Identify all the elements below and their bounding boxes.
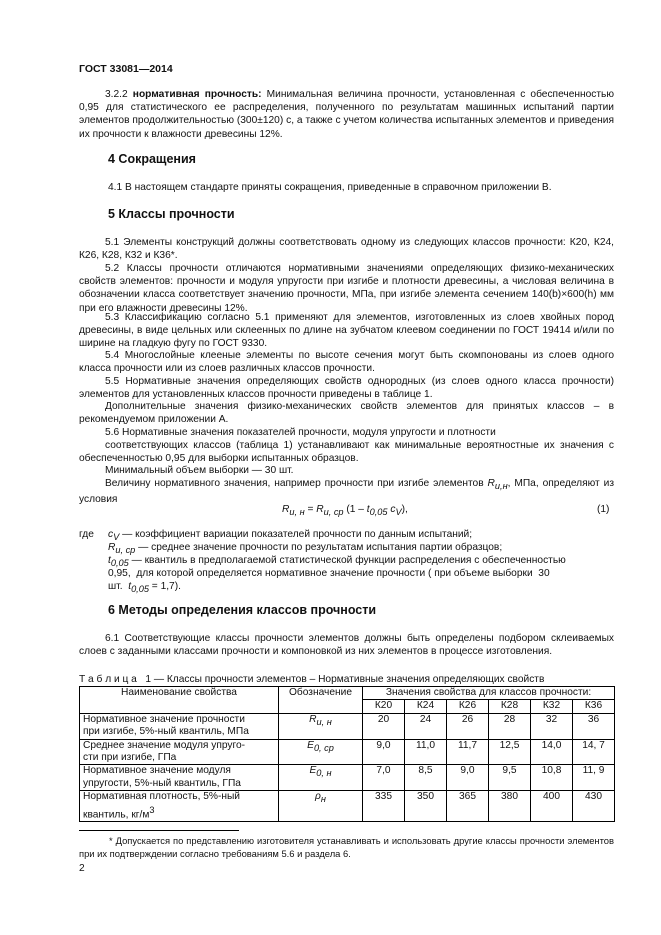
minimum-sample-size: Минимальный объем выборки — 30 шт.	[105, 465, 294, 476]
value-cell: 12,5	[489, 739, 531, 765]
table-caption: Т а б л и ц а 1 — Классы прочности элементов – Нормативные значения определяющих свойств	[79, 674, 545, 685]
value-cell: 8,5	[405, 765, 447, 791]
paragraph-4-1: 4.1 В настоящем стандарте приняты сокращения, приведенные в справочном приложении В.	[108, 182, 552, 193]
value-cell: 26	[447, 713, 489, 739]
where-t-quantile-cont1: 0,95, для которой определяется нормативное значение прочности ( при объеме выборки 30	[108, 568, 550, 579]
table-row	[80, 765, 615, 791]
strength-classes-table	[79, 686, 615, 822]
paragraph-5-3: 5.3 Классификацию согласно 5.1 применяют для элементов, изготовленных из слоев хвойных пород древесины, в виде цельных или склеенных по длине на зубчатом клеевом соединении по ГОСТ 19414 и/или по ширине на гладкую фугу по ГОСТ 9330.	[79, 312, 614, 350]
value-cell: 32	[531, 713, 573, 739]
value-cell: 20	[363, 713, 405, 739]
where-t-quantile-cont2: шт. $t_{0,05} = 1,7$).	[108, 581, 181, 595]
where-label: где	[79, 529, 94, 540]
footnote-divider	[79, 830, 239, 831]
value-cell: 14, 7	[573, 739, 615, 765]
value-cell: 380	[489, 791, 531, 822]
value-cell: 430	[573, 791, 615, 822]
value-cell: 350	[405, 791, 447, 822]
table-row	[80, 739, 615, 765]
value-cell: 335	[363, 791, 405, 822]
property-symbol: $E_{0, н}$	[279, 765, 363, 791]
class-header: К20	[363, 700, 405, 713]
paragraph-5-6-line1: 5.6 Нормативные значения показателей прочности, модуля упругости и плотности	[105, 427, 496, 438]
property-name: Нормативное значение прочности при изгибе, 5%-ный квантиль, МПа	[80, 713, 279, 739]
class-header: К26	[447, 700, 489, 713]
clause-number: 3.2.2	[105, 89, 128, 100]
footnote: * Допускается по представлению изготовителя устанавливать и использовать другие классы прочности элементов при их подтверждении согласно требованиям 5.6 и раздела 6.	[79, 835, 614, 859]
paragraph-5-1: 5.1 Элементы конструкций должны соответствовать одному из следующих классов прочности: К20, К24, К26, К28, К32 и К36*.	[79, 237, 614, 262]
header-values: Значения свойства для классов прочности:	[363, 687, 615, 700]
property-symbol: $\rho_н$	[279, 791, 363, 822]
section-5-heading: 5 Классы прочности	[108, 207, 235, 221]
class-header: К32	[531, 700, 573, 713]
document-header: ГОСТ 33081—2014	[79, 63, 173, 75]
where-t-quantile: $t_{0,05}$ — квантиль в предполагаемой статистической функции распределения с обеспеченностью	[108, 555, 566, 569]
table-row	[80, 791, 615, 822]
section-4-heading: 4 Сокращения	[108, 152, 196, 166]
term-definition: Минимальная величина прочности, установленная с обеспеченностью 0,95 для статистического ее распределения, полученного по результатам машинных испытаний партии элементов продолжительностью (300±120) с, а также с учетом количества испытанных элементов и приведения их прочности к влажности древесины 12%.	[79, 89, 615, 140]
page-number: 2	[79, 863, 85, 874]
table-row	[80, 713, 615, 739]
normative-value-text: Величину нормативного значения, например прочности при изгибе элементов $R_{и,н}$, МПа, определяют из условия	[79, 478, 614, 506]
where-cv: $c_V$ — коэффициент вариации показателей прочности по данным испытаний;	[108, 529, 473, 543]
header-property-name: Наименование свойства	[80, 687, 279, 714]
where-r-mean: $R_{и, ср}$ — среднее значение прочности по результатам испытания партии образцов;	[108, 542, 503, 556]
paragraph-6-1: 6.1 Соответствующие классы прочности элементов должны быть определены подбором склеиваемых слоев с заданными классами прочности и компоновкой из них элементов в процессе изготовления.	[79, 633, 614, 658]
value-cell: 28	[489, 713, 531, 739]
value-cell: 24	[405, 713, 447, 739]
property-name: Среднее значение модуля упруго- сти при изгибе, ГПа	[80, 739, 279, 765]
value-cell: 9,5	[489, 765, 531, 791]
section-6-heading: 6 Методы определения классов прочности	[108, 603, 377, 617]
value-cell: 400	[531, 791, 573, 822]
value-cell: 11,7	[447, 739, 489, 765]
formula-1: $R_{и, н} = R_{и, ср}$ ($1 - t_{0,05}$ $c_V$),	[282, 504, 408, 518]
value-cell: 14,0	[531, 739, 573, 765]
paragraph-5-4: 5.4 Многослойные клееные элементы по высоте сечения могут быть скомпонованы из слоев одного класса прочности или из слоев различных классов прочности.	[79, 350, 614, 375]
paragraph-5-5: 5.5 Нормативные значения определяющих свойств однородных (из слоев одного класса прочности) элементов для установленных классов прочности приведены в таблице 1.	[79, 376, 614, 401]
class-header: К36	[573, 700, 615, 713]
header-symbol: Обозначение	[279, 687, 363, 714]
property-name: Нормативная плотность, 5%-ный квантиль, $кг/м^3$	[80, 791, 279, 822]
class-header: К24	[405, 700, 447, 713]
property-name: Нормативное значение модуля упругости, 5%-ный квантиль, ГПа	[80, 765, 279, 791]
table-header-row	[80, 687, 615, 700]
formula-number: (1)	[597, 504, 610, 515]
value-cell: 7,0	[363, 765, 405, 791]
paragraph-5-6-rest: соответствующих классов (таблица 1) устанавливают как минимальные вероятностные их значения с обеспеченностью 0,95 для выборки испытанных образцов.	[79, 440, 614, 465]
paragraph-5-5-additional: Дополнительные значения физико-механических свойств элементов для принятых классов – в рекомендуемом приложении А.	[79, 401, 614, 426]
class-header: К28	[489, 700, 531, 713]
value-cell: 365	[447, 791, 489, 822]
term: нормативная прочность:	[132, 89, 262, 100]
property-symbol: $E_{0, ср}$	[279, 739, 363, 765]
value-cell: 9,0	[363, 739, 405, 765]
value-cell: 9,0	[447, 765, 489, 791]
value-cell: 11,0	[405, 739, 447, 765]
value-cell: 11, 9	[573, 765, 615, 791]
value-cell: 36	[573, 713, 615, 739]
definition-3-2-2	[79, 88, 614, 141]
paragraph-5-2: 5.2 Классы прочности отличаются нормативными значениями определяющих физико-механических свойств элементов: прочности и модуля упругости при изгибе и плотности древесины, а числовая величина в обозначении класса соответствует значению прочности, МПа, при изгибе элемента сечением 140(b)×600(h) мм при его влажности древесины 12%.	[79, 263, 614, 314]
property-symbol: $R_{и, н}$	[279, 713, 363, 739]
value-cell: 10,8	[531, 765, 573, 791]
